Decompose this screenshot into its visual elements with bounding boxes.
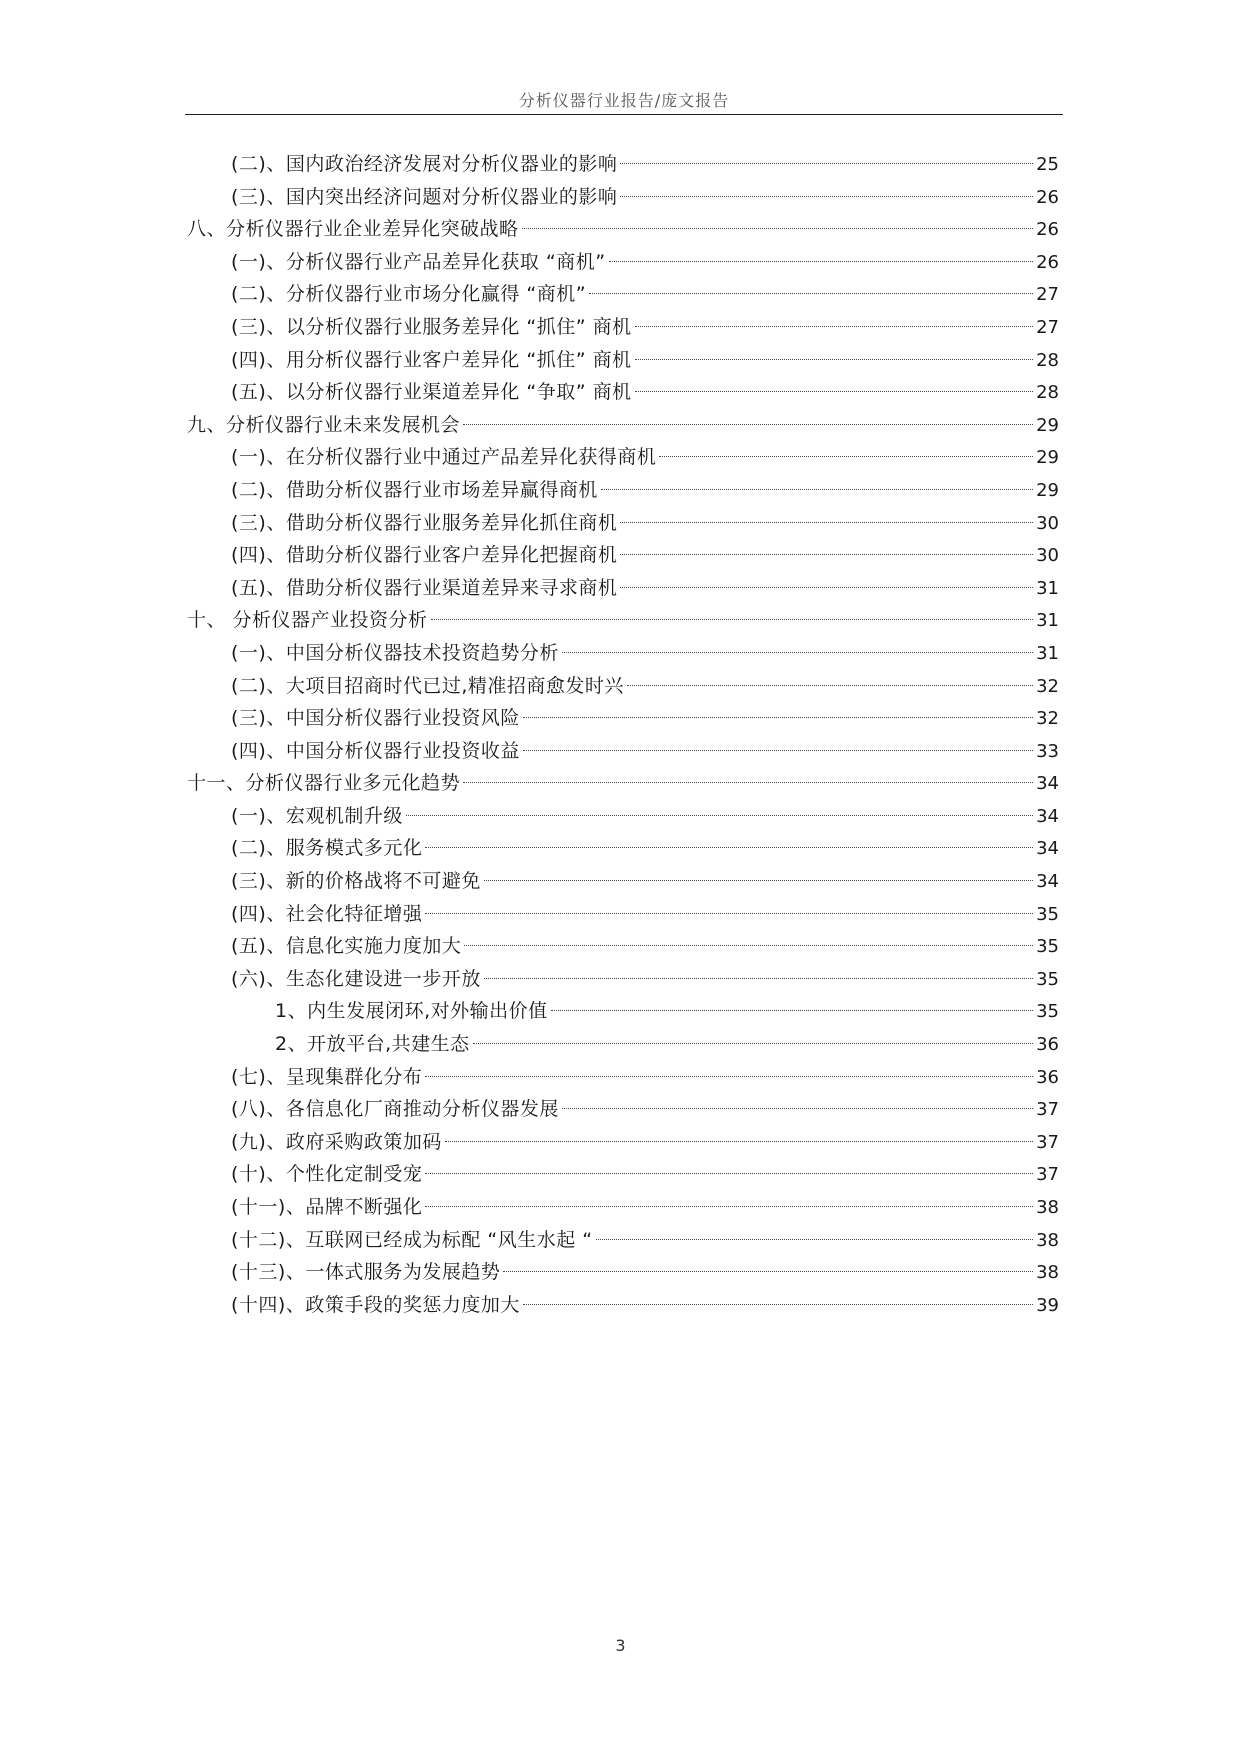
toc-entry[interactable]: [185, 735, 1059, 768]
toc-entry-title: (三)、新的价格战将不可避免: [231, 870, 481, 893]
toc-leader-dots: [596, 1239, 1034, 1240]
toc-entry[interactable]: [185, 441, 1059, 474]
toc-leader-dots: [627, 685, 1033, 686]
toc-entry-title: (一)、宏观机制升级: [231, 804, 403, 827]
toc-entry-page: 35: [1036, 903, 1059, 925]
toc-entry-title: (三)、以分析仪器行业服务差异化 “抓住” 商机: [231, 315, 632, 338]
toc-entry-title: (一)、分析仪器行业产品差异化获取 “商机”: [231, 250, 606, 273]
toc-entry-title: (二)、借助分析仪器行业市场差异赢得商机: [231, 478, 598, 501]
toc-entry[interactable]: [185, 311, 1059, 344]
toc-entry-page: 29: [1036, 447, 1059, 469]
toc-entry[interactable]: [185, 181, 1059, 214]
toc-entry-page: 25: [1036, 154, 1059, 175]
toc-entry[interactable]: [185, 246, 1059, 279]
toc-entry-title: 1、内生发展闭环,对外输出价值: [275, 1000, 548, 1023]
toc-leader-dots: [659, 456, 1033, 457]
toc-entry[interactable]: [185, 930, 1059, 963]
toc-entry[interactable]: [185, 865, 1059, 898]
toc-entry[interactable]: [185, 670, 1059, 703]
toc-entry[interactable]: [185, 1028, 1059, 1061]
toc-entry-page: 39: [1036, 1294, 1059, 1316]
toc-leader-dots: [562, 1108, 1033, 1109]
toc-leader-dots: [464, 945, 1033, 946]
toc-leader-dots: [445, 1141, 1033, 1142]
toc-entry[interactable]: [185, 1224, 1059, 1257]
toc-leader-dots: [601, 489, 1033, 490]
toc-entry-page: 31: [1036, 577, 1059, 599]
toc-leader-dots: [522, 228, 1034, 229]
toc-leader-dots: [425, 913, 1033, 914]
toc-entry-title: (四)、中国分析仪器行业投资收益: [231, 739, 520, 762]
toc-leader-dots: [609, 261, 1034, 262]
toc-leader-dots: [425, 1173, 1033, 1174]
toc-entry-page: 37: [1036, 1131, 1059, 1153]
toc-leader-dots: [562, 652, 1033, 653]
toc-entry-page: 29: [1036, 414, 1059, 436]
toc-leader-dots: [484, 880, 1033, 881]
toc-leader-dots: [620, 163, 1033, 164]
toc-leader-dots: [463, 424, 1033, 425]
toc-entry[interactable]: [185, 474, 1059, 507]
toc-leader-dots: [425, 1076, 1033, 1077]
toc-entry-title: (六)、生态化建设进一步开放: [231, 967, 481, 990]
toc-entry-page: 37: [1036, 1099, 1059, 1121]
toc-entry[interactable]: [185, 800, 1059, 833]
table-of-contents: [185, 148, 1059, 1321]
toc-entry[interactable]: [185, 539, 1059, 572]
toc-entry-title: (三)、借助分析仪器行业服务差异化抓住商机: [231, 511, 618, 534]
toc-leader-dots: [425, 847, 1033, 848]
toc-entry[interactable]: [185, 409, 1059, 442]
toc-leader-dots: [635, 391, 1034, 392]
toc-leader-dots: [620, 554, 1033, 555]
toc-entry[interactable]: [185, 1158, 1059, 1191]
toc-entry-title: (二)、大项目招商时代已过,精准招商愈发时兴: [231, 674, 624, 697]
toc-entry-page: 34: [1036, 805, 1059, 827]
toc-entry-page: 27: [1036, 284, 1059, 306]
toc-entry-title: (三)、国内突出经济问题对分析仪器业的影响: [231, 185, 618, 208]
toc-entry[interactable]: [185, 1126, 1059, 1159]
toc-leader-dots: [473, 1043, 1033, 1044]
toc-entry-title: (二)、服务模式多元化: [231, 837, 423, 860]
toc-entry-page: 30: [1036, 512, 1059, 534]
toc-entry-title: (十二)、互联网已经成为标配 “风生水起 “: [231, 1228, 593, 1251]
toc-entry-title: (三)、中国分析仪器行业投资风险: [231, 707, 520, 730]
toc-entry-title: (二)、国内政治经济发展对分析仪器业的影响: [231, 153, 618, 175]
toc-leader-dots: [523, 717, 1033, 718]
toc-entry-page: 31: [1036, 610, 1059, 632]
toc-entry-title: (二)、分析仪器行业市场分化赢得 “商机”: [231, 283, 587, 306]
toc-entry-title: (十)、个性化定制受宠: [231, 1163, 423, 1186]
toc-entry[interactable]: [185, 1256, 1059, 1289]
toc-leader-dots: [503, 1271, 1033, 1272]
toc-entry-page: 28: [1036, 382, 1059, 404]
toc-entry-title: (一)、中国分析仪器技术投资趋势分析: [231, 641, 559, 664]
toc-entry[interactable]: [185, 344, 1059, 377]
toc-entry-title: (四)、社会化特征增强: [231, 902, 423, 925]
toc-leader-dots: [551, 1010, 1033, 1011]
toc-entry[interactable]: [185, 637, 1059, 670]
toc-entry[interactable]: [185, 278, 1059, 311]
toc-entry[interactable]: [185, 213, 1059, 246]
toc-entry-page: 35: [1036, 968, 1059, 990]
toc-entry-title: (十一)、品牌不断强化: [231, 1196, 423, 1218]
toc-leader-dots: [620, 587, 1033, 588]
toc-entry-page: 34: [1036, 871, 1059, 893]
toc-entry-page: 31: [1036, 642, 1059, 664]
toc-entry-page: 26: [1036, 219, 1059, 241]
toc-entry-title: (九)、政府采购政策加码: [231, 1130, 442, 1153]
toc-entry-title: (十四)、政策手段的奖惩力度加大: [231, 1293, 520, 1316]
toc-entry-title: (八)、各信息化厂商推动分析仪器发展: [231, 1098, 559, 1121]
toc-entry[interactable]: [185, 898, 1059, 931]
toc-entry-page: 27: [1036, 316, 1059, 338]
toc-entry-page: 34: [1036, 773, 1059, 795]
toc-entry-title: 十、 分析仪器产业投资分析: [187, 609, 428, 632]
page-number: 3: [615, 1636, 626, 1655]
toc-entry-page: 35: [1036, 1001, 1059, 1023]
toc-entry-title: (十三)、一体式服务为发展趋势: [231, 1261, 501, 1284]
toc-entry[interactable]: [185, 832, 1059, 865]
toc-entry-page: 36: [1036, 1034, 1059, 1056]
toc-entry[interactable]: [185, 148, 1059, 181]
toc-entry-page: 26: [1036, 251, 1059, 273]
toc-leader-dots: [406, 815, 1033, 816]
toc-entry-title: 十一、分析仪器行业多元化趋势: [187, 772, 461, 795]
toc-entry-title: (四)、用分析仪器行业客户差异化 “抓住” 商机: [231, 348, 632, 371]
page-header: 分析仪器行业报告/庞文报告: [518, 91, 730, 110]
toc-entry-page: 26: [1036, 186, 1059, 208]
toc-entry-page: 33: [1036, 740, 1059, 762]
toc-entry[interactable]: [185, 995, 1059, 1028]
toc-entry-title: (一)、在分析仪器行业中通过产品差异化获得商机: [231, 446, 657, 469]
toc-entry-page: 32: [1036, 675, 1059, 697]
toc-leader-dots: [484, 978, 1033, 979]
toc-leader-dots: [431, 619, 1034, 620]
toc-entry-page: 38: [1036, 1229, 1059, 1251]
toc-leader-dots: [589, 293, 1033, 294]
toc-entry-title: 2、开放平台,共建生态: [275, 1033, 470, 1056]
toc-entry-page: 32: [1036, 708, 1059, 730]
toc-leader-dots: [635, 359, 1034, 360]
toc-entry[interactable]: [185, 507, 1059, 540]
header-rule: [185, 114, 1063, 115]
toc-entry-title: (七)、呈现集群化分布: [231, 1065, 423, 1088]
toc-entry[interactable]: [185, 963, 1059, 996]
toc-leader-dots: [523, 750, 1033, 751]
toc-entry[interactable]: [185, 1061, 1059, 1094]
toc-entry-page: 35: [1036, 936, 1059, 958]
toc-entry-page: 28: [1036, 349, 1059, 371]
toc-entry-page: 38: [1036, 1197, 1059, 1218]
toc-leader-dots: [620, 522, 1033, 523]
toc-entry[interactable]: [185, 1191, 1059, 1224]
toc-leader-dots: [523, 1304, 1033, 1305]
toc-entry[interactable]: [185, 604, 1059, 637]
toc-entry-title: (五)、以分析仪器行业渠道差异化 “争取” 商机: [231, 381, 632, 404]
toc-entry-title: (五)、信息化实施力度加大: [231, 935, 462, 958]
toc-entry[interactable]: [185, 1289, 1059, 1322]
toc-entry-title: 九、分析仪器行业未来发展机会: [187, 413, 461, 436]
toc-leader-dots: [463, 782, 1033, 783]
toc-entry-title: (四)、借助分析仪器行业客户差异化把握商机: [231, 544, 618, 567]
toc-entry[interactable]: [185, 1093, 1059, 1126]
toc-entry-page: 29: [1036, 479, 1059, 501]
toc-leader-dots: [425, 1206, 1033, 1207]
toc-entry[interactable]: [185, 376, 1059, 409]
toc-leader-dots: [620, 196, 1033, 197]
toc-entry-page: 38: [1036, 1262, 1059, 1284]
toc-entry-page: 36: [1036, 1066, 1059, 1088]
toc-entry-page: 30: [1036, 545, 1059, 567]
toc-entry-page: 37: [1036, 1164, 1059, 1186]
toc-entry[interactable]: [185, 702, 1059, 735]
toc-entry-title: (五)、借助分析仪器行业渠道差异来寻求商机: [231, 576, 618, 599]
toc-entry-page: 34: [1036, 838, 1059, 860]
toc-entry[interactable]: [185, 572, 1059, 605]
toc-entry-title: 八、分析仪器行业企业差异化突破战略: [187, 218, 519, 241]
toc-leader-dots: [635, 326, 1034, 327]
toc-entry[interactable]: [185, 767, 1059, 800]
